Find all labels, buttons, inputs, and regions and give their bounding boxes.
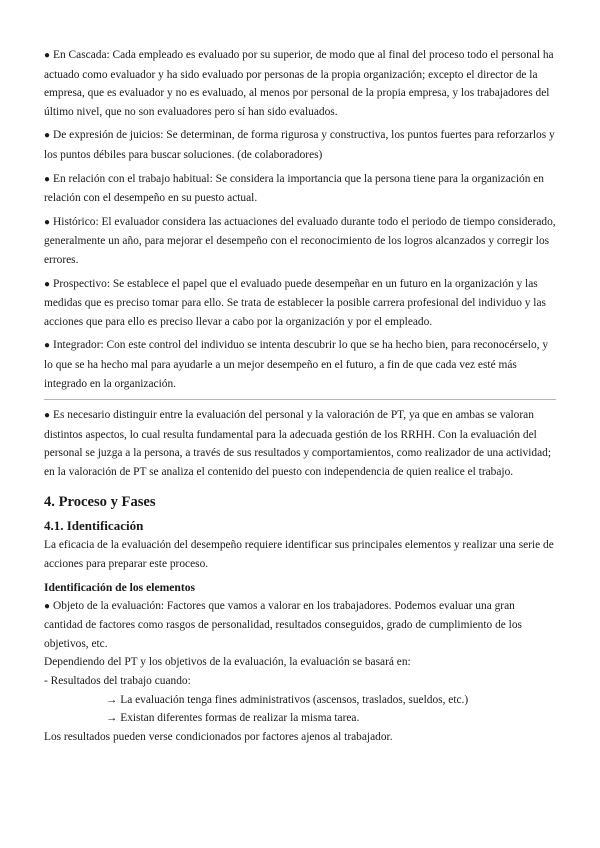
bullet-historico: ● Histórico: El evaluador considera las actuaciones del evaluado durante todo el periodo de tiempo considerado, generalmente un año, para mejorar el desempeño con el reconocimiento de los logros alcanzados y corregir los errores. (44, 213, 556, 270)
bullet-trabajo-habitual: ● En relación con el trabajo habitual: Se considera la importancia que la persona tiene para la organización en relación con el desempeño en su puesto actual. (44, 170, 556, 208)
bullet-objeto-evaluacion: ● Objeto de la evaluación: Factores que vamos a valorar en los trabajadores. Podemos evaluar una gran cantidad de factores como rasgos de personalidad, resultados conseguidos, grado de cumplimiento de los objetivos, etc. (44, 597, 556, 654)
depends-line: Dependiendo del PT y los objetivos de la evaluación, la evaluación se basará en: (44, 656, 411, 669)
arrow-item-formas: → Existan diferentes formas de realizar la misma tarea. (106, 712, 360, 725)
bullet-integrador: ● Integrador: Con este control del individuo se intenta descubrir lo que se ha hecho bien, para reconocérselo, y lo que se ha hecho mal para ayudarle a un mejor desempeño en el futuro, a fin de que cada vez esté más integrado en la organización. (44, 336, 556, 393)
divider (44, 399, 556, 400)
section-title: 4. Proceso y Fases (44, 494, 156, 511)
note-paragraph: ● Es necesario distinguir entre la evaluación del personal y la valoración de PT, ya que en ambas se valoran distintos aspectos, lo cual resulta fundamental para la adecuada gestión de los RRHH. Con la evaluación del personal se juzga a la persona, a través de sus resultados y comportamientos, como realizador de una actividad; en la valoración de PT se analiza el contenido del puesto con independencia de quien realice el trabajo. (44, 406, 556, 481)
subsection-title: 4.1. Identificación (44, 518, 144, 534)
intro-paragraph: La eficacia de la evaluación del desempeño requiere identificar sus principales elementos y realizar una serie de acciones para preparar este proceso. (44, 539, 554, 571)
results-item: - Resultados del trabajo cuando: (44, 675, 191, 688)
arrow-item-administrativos: → La evaluación tenga fines administrativos (ascensos, traslados, sueldos, etc.) (106, 693, 469, 706)
closing-line: Los resultados pueden verse condicionados por factores ajenos al trabajador. (44, 730, 393, 743)
bullet-expresion-juicios: ● De expresión de juicios: Se determinan, de forma rigurosa y constructiva, los puntos fuertes para reforzarlos y los puntos débiles para buscar soluciones. (de colaboradores) (44, 126, 556, 164)
bullet-prospectivo: ● Prospectivo: Se establece el papel que el evaluado puede desempeñar en un futuro en la organización y las medidas que es preciso tomar para ello. Se trata de establecer la posible carrera profesional del individuo y las acciones que para ello es preciso llevar a cabo por la organización y por el empleado. (44, 275, 556, 332)
subheading-elements: Identificación de los elementos (44, 580, 196, 594)
document-page (44, 46, 556, 746)
bullet-en-cascada: ● En Cascada: Cada empleado es evaluado por su superior, de modo que al final del proceso todo el personal ha actuado como evaluador y ha sido evaluado por personas de la propia organización; excepto el director de la empresa, que es evaluador y no es evaluado, al menos por personal de la propia empresa, y los trabajadores del último nivel, que no son evaluadores pero sí han sido evaluados. (44, 46, 556, 121)
